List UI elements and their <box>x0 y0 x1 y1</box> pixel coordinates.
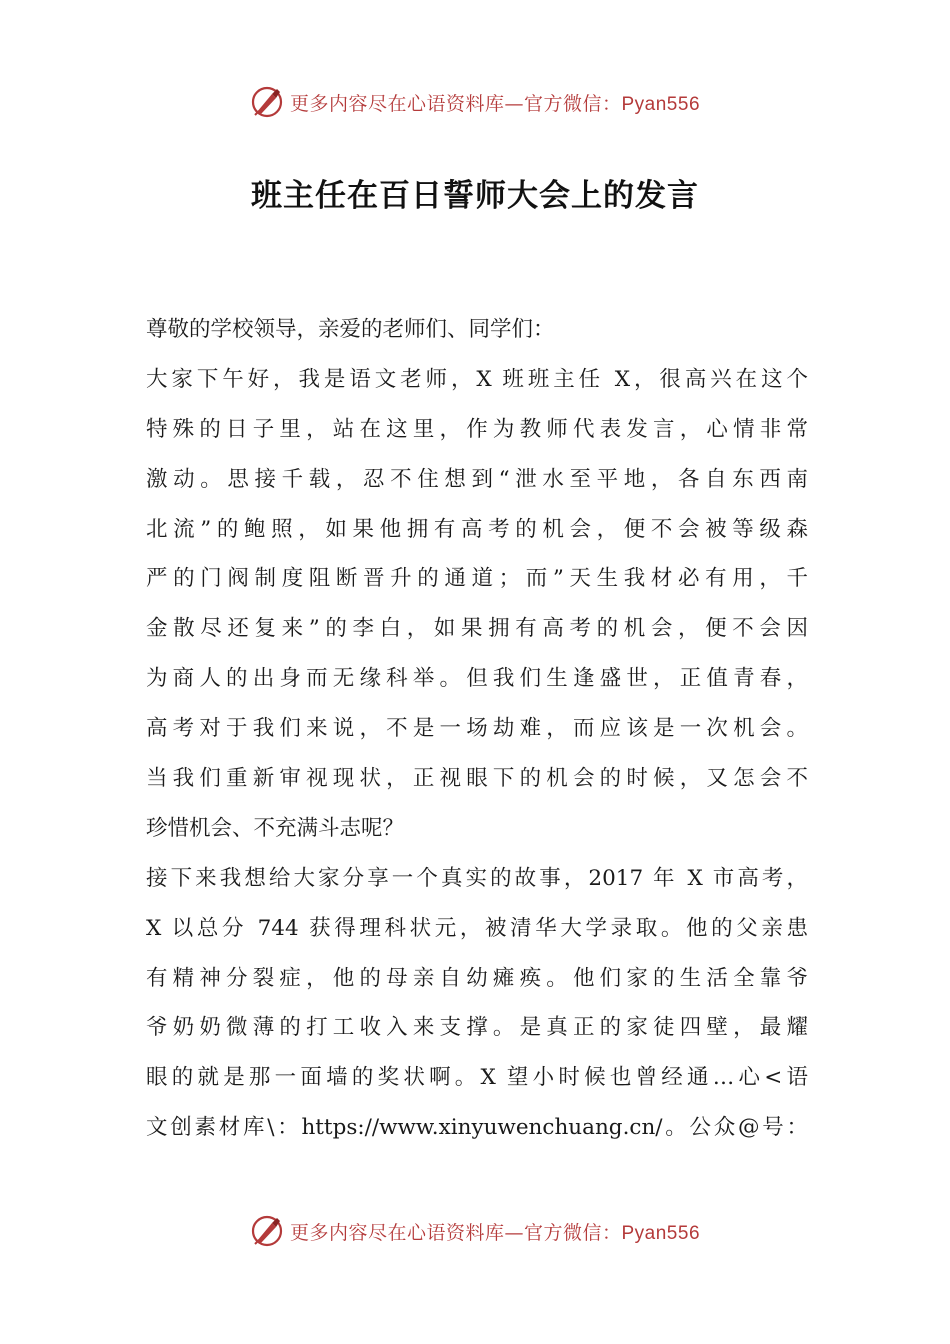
wechat-id: Pyan556 <box>621 93 701 115</box>
body-line: 爷奶奶微薄的打工收入来支撑。是真正的家徒四壁，最耀 <box>146 1015 808 1041</box>
page-title: 班主任在百日誓师大会上的发言 <box>251 178 699 214</box>
body-line: 金散尽还复来”的李白，如果拥有高考的机会，便不会因 <box>146 616 808 642</box>
body-line: 北流”的鲍照，如果他拥有高考的机会，便不会被等级森 <box>146 516 808 542</box>
document-body <box>146 305 808 1153</box>
body-line: 接下来我想给大家分享一个真实的故事，2017 年 X 市高考， <box>146 865 808 891</box>
body-line: 严的门阀制度阻断晋升的通道；而”天生我材必有用，千 <box>146 566 808 592</box>
body-line: 为商人的出身而无缘科举。但我们生逢盛世，正值青春， <box>146 666 808 692</box>
watermark-text: 更多内容尽在心语资料库—官方微信：Pyan556 <box>289 92 701 115</box>
body-line: 特殊的日子里，站在这里，作为教师代表发言，心情非常 <box>146 416 808 442</box>
body-line: 大家下午好，我是语文老师，X 班班主任 X，很高兴在这个 <box>146 366 808 392</box>
quill-pen-logo-icon <box>250 1214 284 1248</box>
body-line: 当我们重新审视现状，正视眼下的机会的时候，又怎会不 <box>146 766 808 792</box>
body-line: 激动。思接千载，忍不住想到“泄水至平地，各自东西南 <box>146 466 808 492</box>
body-line: 尊敬的学校领导，亲爱的老师们、同学们： <box>146 317 555 342</box>
body-line: 文创素材库\：https://www.xinyuwenchuang.cn/。公众@号： <box>146 1115 808 1141</box>
watermark-text: 更多内容尽在心语资料库—官方微信：Pyan556 <box>289 1221 701 1244</box>
body-line: 高考对于我们来说，不是一场劫难，而应该是一次机会。 <box>146 716 808 742</box>
header-watermark <box>0 82 950 122</box>
body-line: 眼的就是那一面墙的奖状啊。X 望小时候也曾经通…心<语 <box>146 1065 808 1091</box>
quill-pen-logo-icon <box>250 85 284 119</box>
body-line: 珍惜机会、不充满斗志呢？ <box>146 815 405 841</box>
wechat-id: Pyan556 <box>621 1222 701 1244</box>
footer-watermark <box>0 1211 950 1251</box>
body-line: 有精神分裂症，他的母亲自幼瘫痪。他们家的生活全靠爷 <box>146 965 808 991</box>
body-line: X 以总分 744 获得理科状元，被清华大学录取。他的父亲患 <box>146 915 808 941</box>
